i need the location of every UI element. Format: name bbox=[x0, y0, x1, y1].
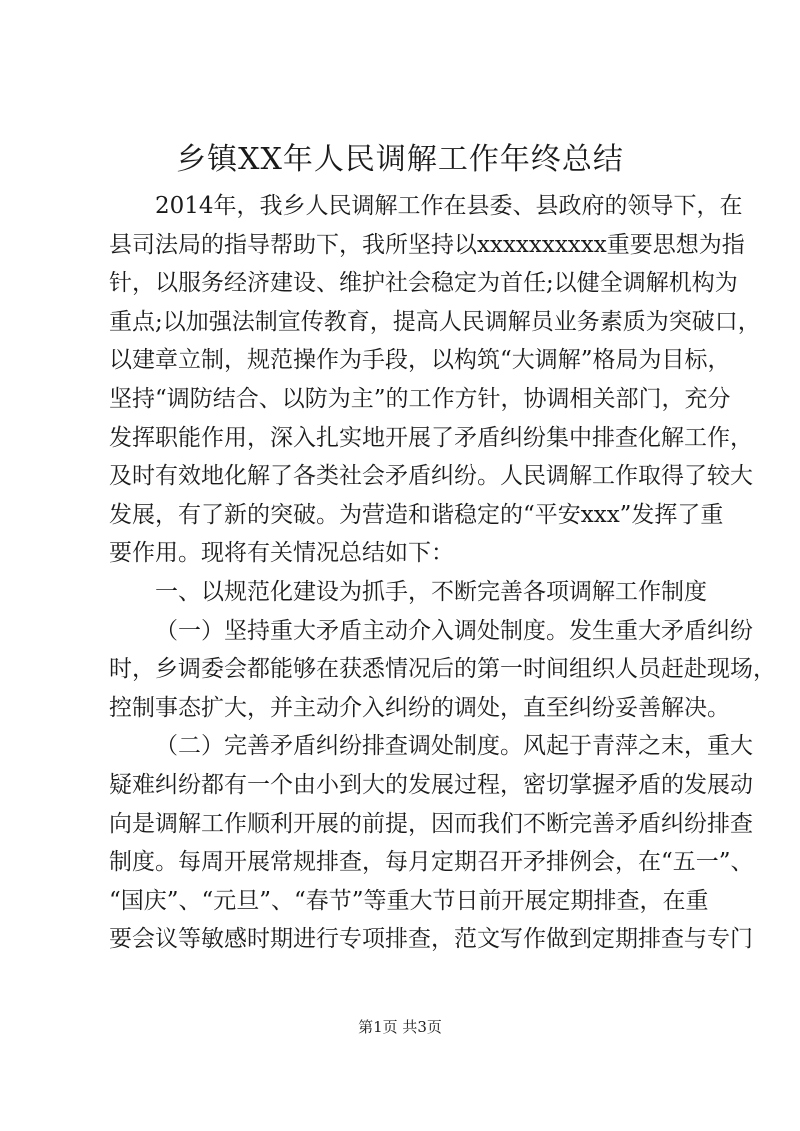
body-line: 疑难纠纷都有一个由小到大的发展过程，密切掌握矛盾的发展动 bbox=[109, 771, 753, 798]
document-body bbox=[109, 187, 776, 959]
body-line: 要作用。现将有关情况总结如下： bbox=[109, 540, 454, 567]
body-line: 要会议等敏感时期进行专项排查，范文写作做到定期排查与专门 bbox=[109, 926, 753, 953]
body-line: 发展，有了新的突破。为营造和谐稳定的“平安xxx”发挥了重 bbox=[109, 501, 724, 528]
body-line: 时，乡调委会都能够在获悉情况后的第一时间组织人员赶赴现场， bbox=[109, 656, 776, 683]
body-line: 2014年，我乡人民调解工作在县委、县政府的领导下，在 bbox=[155, 193, 743, 219]
body-line: 向是调解工作顺利开展的前提，因而我们不断完善矛盾纠纷排查 bbox=[109, 810, 753, 837]
body-line: 控制事态扩大，并主动介入纠纷的调处，直至纠纷妥善解决。 bbox=[109, 694, 730, 721]
body-line: 制度。每周开展常规排查，每月定期召开矛排例会，在“五一”、 bbox=[109, 849, 754, 876]
body-line: （二）完善矛盾纠纷排查调处制度。风起于青萍之末，重大 bbox=[155, 733, 753, 760]
body-line: 针，以服务经济建设、维护社会稳定为首任;以健全调解机构为 bbox=[109, 270, 738, 297]
document-title: 乡镇XX年人民调解工作年终总结 bbox=[176, 142, 624, 177]
section-heading: 一、以规范化建设为抓手，不断完善各项调解工作制度 bbox=[155, 578, 707, 605]
page-number: 第1页 共3页 bbox=[358, 1018, 442, 1036]
body-line: （一）坚持重大矛盾主动介入调处制度。发生重大矛盾纠纷 bbox=[155, 617, 753, 644]
body-line: 坚持“调防结合、以防为主”的工作方针，协调相关部门，充分 bbox=[109, 385, 731, 412]
body-line: 及时有效地化解了各类社会矛盾纠纷。人民调解工作取得了较大 bbox=[109, 463, 753, 490]
body-line: 发挥职能作用，深入扎实地开展了矛盾纠纷集中排查化解工作， bbox=[109, 424, 753, 451]
body-line: 县司法局的指导帮助下，我所坚持以xxxxxxxxxx重要思想为指 bbox=[109, 231, 745, 258]
body-line: 以建章立制，规范操作为手段，以构筑“大调解”格局为目标， bbox=[109, 347, 731, 374]
body-line: 重点;以加强法制宣传教育，提高人民调解员业务素质为突破口， bbox=[109, 308, 761, 335]
body-line: “国庆”、“元旦”、“春节”等重大节日前开展定期排查，在重 bbox=[109, 887, 709, 914]
